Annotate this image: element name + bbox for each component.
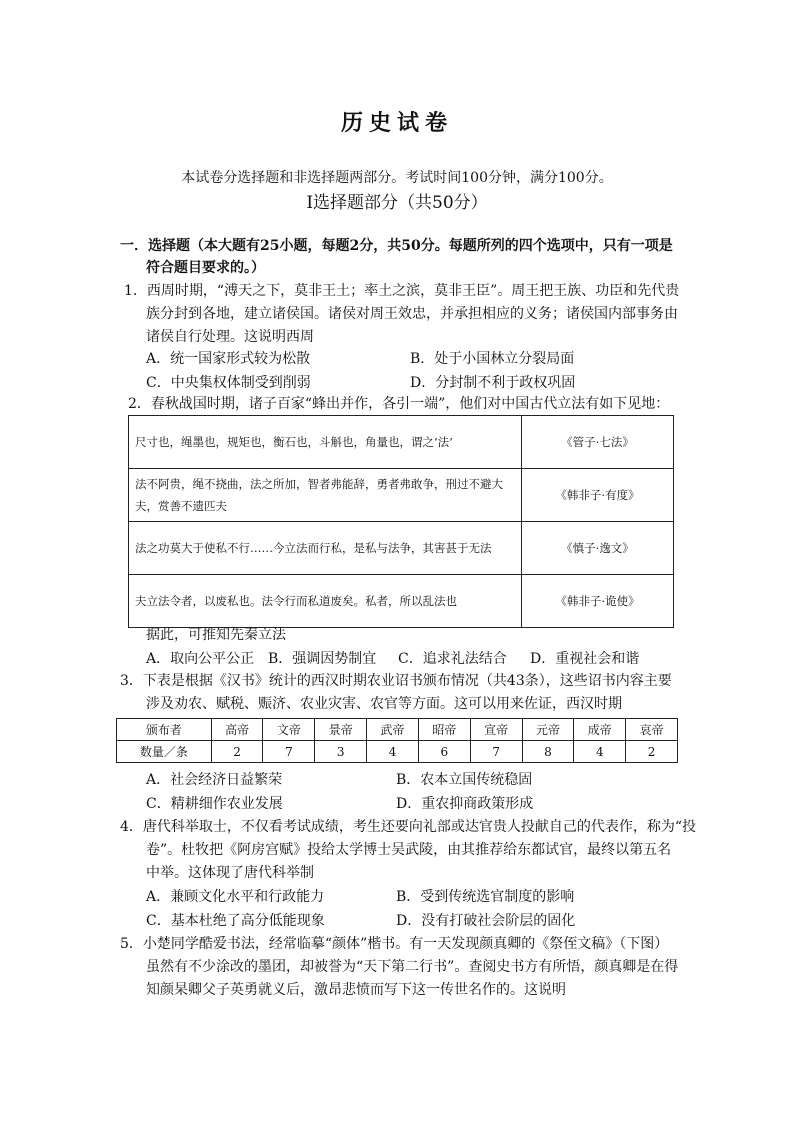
q3-line-1: 3．下表是根据《汉书》统计的西汉时期农业诏书颁布情况（共43条），这些诏书内容主要 xyxy=(120,673,672,689)
q1-option-a: A．统一国家形式较为松散 xyxy=(146,351,311,367)
q2-quote-2: 法不阿贵，绳不挠曲，法之所加，智者弗能辞，勇者弗敢争，刑过不避大夫，赏善不遗匹夫 xyxy=(129,469,522,522)
q3-edict-table xyxy=(116,718,678,763)
q3-value-cell: 7 xyxy=(263,741,315,763)
q2-quote-4: 夫立法令者，以废私也。法令行而私道废矣。私者，所以乱法也 xyxy=(129,575,522,628)
exam-intro: 本试卷分选择题和非选择题两部分。考试时间100分钟，满分100分。 xyxy=(181,170,613,186)
q3-value-cell: 3 xyxy=(315,741,367,763)
q3-header-cell: 昭帝 xyxy=(418,719,470,741)
instructions-line-2: 符合题目要求的。） xyxy=(146,260,265,276)
q1-line-2: 族分封到各地，建立诸侯国。诸侯对周王效忠，并承担相应的义务；诸侯国内部事务由 xyxy=(146,306,678,322)
q3-option-a: A．社会经济日益繁荣 xyxy=(146,772,283,788)
table-row xyxy=(117,741,678,763)
q3-value-cell: 4 xyxy=(367,741,419,763)
q1-line-3: 诸侯自行处理。这说明西周 xyxy=(146,329,314,345)
q2-option-c: C．追求礼法结合 xyxy=(398,651,507,667)
q5-line-3: 知颜杲卿父子英勇就义后，激昂悲愤而写下这一传世名作的。这说明 xyxy=(146,982,566,998)
q2-quote-table xyxy=(128,415,674,628)
q4-option-d: D．没有打破社会阶层的固化 xyxy=(396,913,576,929)
q3-value-cell: 4 xyxy=(574,741,626,763)
q3-value-cell: 2 xyxy=(626,741,678,763)
q3-line-2: 涉及劝农、赋税、赈济、农业灾害、农官等方面。这可以用来佐证，西汉时期 xyxy=(146,696,622,712)
q4-line-1: 4．唐代科举取士，不仅看考试成绩，考生还要向礼部或达官贵人投献自己的代表作，称为“投 xyxy=(120,819,697,835)
q4-option-a: A．兼顾文化水平和行政能力 xyxy=(146,889,325,905)
q3-header-cell: 文帝 xyxy=(263,719,315,741)
q2-quote-1: 尺寸也，绳墨也，规矩也，衡石也，斗斛也，角量也，谓之‘法’ xyxy=(129,416,522,469)
q4-option-c: C．基本杜绝了高分低能现象 xyxy=(146,913,325,929)
instructions-line-1: 一．选择题（本大题有25小题，每题2分，共50分。每题所列的四个选项中，只有一项是 xyxy=(120,238,673,254)
q1-line-1: 1．西周时期，“溥天之下，莫非王土；率土之滨，莫非王臣”。周王把王族、功臣和先代贵 xyxy=(124,283,680,299)
q2-option-b: B．强调因势制宜 xyxy=(268,651,377,667)
q2-option-d: D．重视社会和谐 xyxy=(530,651,640,667)
q3-header-cell: 景帝 xyxy=(315,719,367,741)
q3-header-cell: 宣帝 xyxy=(470,719,522,741)
q1-option-c: C．中央集权体制受到削弱 xyxy=(146,375,311,391)
q2-source-4: 《韩非子·诡使》 xyxy=(522,575,674,628)
table-row xyxy=(129,575,674,628)
section-heading: Ⅰ选择题部分（共50分） xyxy=(306,193,488,213)
q2-source-2: 《韩非子·有度》 xyxy=(522,469,674,522)
q5-line-1: 5．小楚同学酷爱书法，经常临摹“颜体”楷书。有一天发现颜真卿的《祭侄文稿》（下图） xyxy=(120,936,669,952)
q4-line-2: 卷”。杜牧把《阿房宫赋》投给太学博士吴武陵，由其推荐给东都试官，最终以第五名 xyxy=(146,842,672,858)
q2-quote-3: 法之功莫大于使私不行……今立法而行私，是私与法争，其害甚于无法 xyxy=(129,522,522,575)
table-row xyxy=(129,416,674,469)
q3-row-label: 数量／条 xyxy=(117,741,212,763)
q3-header-cell: 武帝 xyxy=(367,719,419,741)
table-row xyxy=(129,522,674,575)
page-title: 历史试卷 xyxy=(340,110,453,136)
q3-option-b: B．农本立国传统稳固 xyxy=(396,772,533,788)
q3-header-cell: 颁布者 xyxy=(117,719,212,741)
q3-header-cell: 元帝 xyxy=(522,719,574,741)
q2-source-1: 《管子·七法》 xyxy=(522,416,674,469)
q4-option-b: B．受到传统选官制度的影响 xyxy=(396,889,575,905)
q2-option-a: A．取向公平公正 xyxy=(146,651,255,667)
q5-line-2: 虽然有不少涂改的墨团，却被誉为“天下第二行书”。查阅史书方有所悟，颜真卿是在得 xyxy=(146,959,679,975)
q2-stem: 2．春秋战国时期，诸子百家“蜂出并作，各引一端”，他们对中国古代立法有如下见地： xyxy=(128,396,670,412)
table-row xyxy=(129,469,674,522)
q3-value-cell: 2 xyxy=(211,741,263,763)
q3-option-c: C．精耕细作农业发展 xyxy=(146,796,283,812)
q3-header-cell: 成帝 xyxy=(574,719,626,741)
q1-option-b: B．处于小国林立分裂局面 xyxy=(410,351,575,367)
q3-header-cell: 高帝 xyxy=(211,719,263,741)
q3-value-cell: 6 xyxy=(418,741,470,763)
q3-header-cell: 哀帝 xyxy=(626,719,678,741)
q2-source-3: 《慎子·逸文》 xyxy=(522,522,674,575)
q1-option-d: D．分封制不利于政权巩固 xyxy=(410,375,576,391)
q3-option-d: D．重农抑商政策形成 xyxy=(396,796,534,812)
q3-value-cell: 8 xyxy=(522,741,574,763)
q2-after: 据此，可推知先秦立法 xyxy=(146,627,286,643)
q3-value-cell: 7 xyxy=(470,741,522,763)
q4-line-3: 中举。这体现了唐代科举制 xyxy=(146,865,314,881)
table-header-row xyxy=(117,719,678,741)
